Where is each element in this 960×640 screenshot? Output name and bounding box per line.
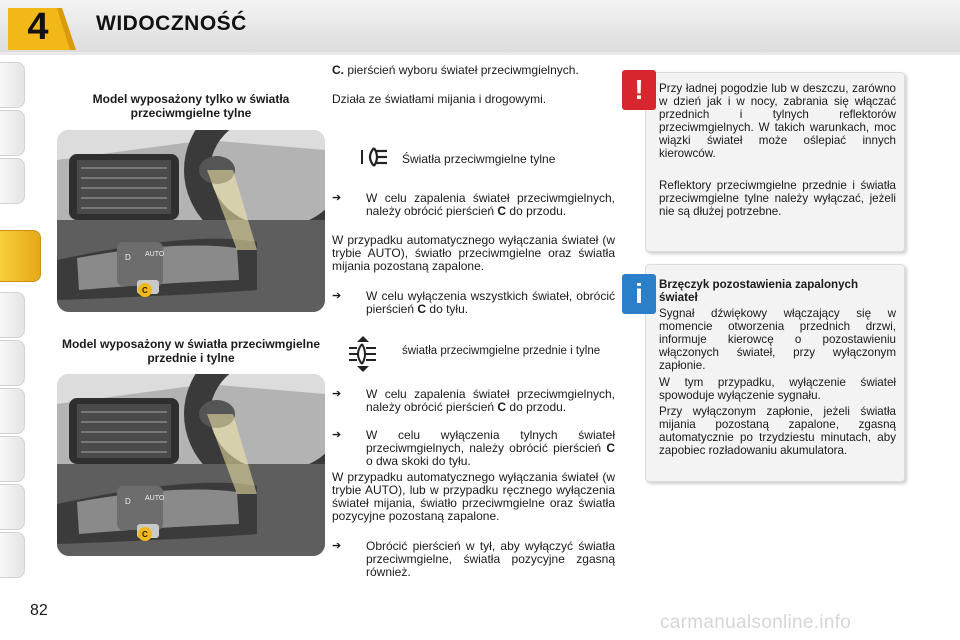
front-rear-fog-label: światła przeciwmgielne przednie i tylne	[402, 345, 601, 357]
side-tab-8[interactable]	[0, 436, 25, 482]
svg-text:C: C	[142, 286, 148, 295]
info-title: Brzęczyk pozostawienia zapalonych świateł	[659, 278, 859, 304]
side-tab-5[interactable]	[0, 292, 25, 338]
side-tab-1[interactable]	[0, 62, 25, 108]
bullet-arrow-icon: ➔	[332, 429, 342, 441]
ring-letter: C.	[332, 63, 344, 77]
side-tab-6[interactable]	[0, 340, 25, 386]
front-rear-on-item: ➔ W celu zapalenia świateł przeciwmgielnych, należy obrócić pierścień C do przodu.	[332, 387, 615, 414]
warning-text-2: Reflektory przeciwmgielne przednie i światła przeciwmgielne tylne należy wyłączać, jeżeli nie są dłużej potrzebne.	[659, 179, 896, 218]
works-with-text: Działa ze światłami mijania i drogowymi.	[332, 92, 547, 106]
auto-mode-text-2: W przypadku automatycznego wyłączania świateł (w trybie AUTO), lub w przypadku ręcznego wyłączenia świateł mijania, światło przeciwmgielne oraz światła pozycyjne pozostaną zapalone.	[332, 470, 615, 523]
svg-text:C: C	[142, 530, 148, 539]
side-tab-7[interactable]	[0, 388, 25, 434]
info-icon: i	[622, 274, 656, 314]
side-tab-active[interactable]	[0, 230, 41, 282]
svg-text:AUTO: AUTO	[145, 495, 165, 502]
svg-text:D: D	[125, 253, 131, 262]
warning-icon: !	[622, 70, 656, 110]
rear-fog-label: Światła przeciwmgielne tylne	[402, 152, 556, 166]
watermark: carmanualsonline.info	[660, 612, 852, 633]
bullet-arrow-icon: ➔	[332, 388, 342, 400]
info-text-3: Przy wyłączonym zapłonie, jeżeli światła mijania pozostaną zapalone, zgasną automatycznie po trzydziestu minutach, aby zapobiec rozładowaniu akumulatora.	[659, 405, 896, 457]
page-title: WIDOCZNOŚĆ	[96, 12, 247, 35]
rear-on-item: ➔ W celu zapalenia świateł przeciwmgielnych, należy obrócić pierścień C do przodu.	[332, 191, 615, 218]
page-number: 82	[30, 602, 48, 619]
side-tab-2[interactable]	[0, 110, 25, 156]
rear-off-item: ➔ W celu wyłączenia wszystkich świateł, obrócić pierścień C do tyłu.	[332, 289, 615, 316]
chapter-number: 4	[27, 6, 49, 48]
bullet-arrow-icon: ➔	[332, 192, 342, 204]
turn-back-item: ➔ Obrócić pierścień w tył, aby wyłączyć światła przeciwmgielne, światła pozycyjne zgasną również.	[332, 539, 615, 579]
photo-lever-front-rear	[57, 374, 325, 556]
side-tab-10[interactable]	[0, 532, 25, 578]
side-tab-3[interactable]	[0, 158, 25, 204]
warning-text-1: Przy ładnej pogodzie lub w deszczu, zarówno w dzień jak i w nocy, zabrania się włączać przednich i tylnych reflektorów przeciwmgielnych. W takich warunkach, moc wiązki świateł może oślepiać innych kierowców.	[659, 82, 896, 160]
side-tab-9[interactable]	[0, 484, 25, 530]
caption-front-rear: Model wyposażony w światła przeciwmgielne przednie i tylne	[61, 337, 321, 365]
header-divider	[0, 52, 960, 55]
caption-rear-only: Model wyposażony tylko w światła przeciwmgielne tylne	[92, 92, 290, 120]
svg-text:AUTO: AUTO	[145, 251, 165, 258]
ring-description: C. pierścień wyboru świateł przeciwmgielnych.	[332, 63, 579, 77]
info-text-1: Sygnał dźwiękowy włączający się w momencie otworzenia przednich drzwi, informuje kierowcę o pozostawieniu włączonych świateł, przy wyłączonym zapłonie.	[659, 307, 896, 372]
auto-mode-text: W przypadku automatycznego wyłączania świateł (w trybie AUTO), światło przeciwmgielne oraz światła mijania pozostaną zapalone.	[332, 233, 615, 273]
rear-fog-lamp-icon	[360, 144, 390, 170]
front-rear-fog-lamp-icon	[348, 336, 390, 372]
bullet-arrow-icon: ➔	[332, 290, 342, 302]
front-rear-off-item: ➔ W celu wyłączenia tylnych świateł przeciwmgielnych, należy obrócić pierścień C o dwa skoki do tyłu.	[332, 428, 615, 468]
photo-lever-rear	[57, 130, 325, 312]
svg-text:D: D	[125, 497, 131, 506]
bullet-arrow-icon: ➔	[332, 540, 342, 552]
info-text-2: W tym przypadku, wyłączenie świateł spowoduje wyłączenie sygnału.	[659, 376, 896, 402]
